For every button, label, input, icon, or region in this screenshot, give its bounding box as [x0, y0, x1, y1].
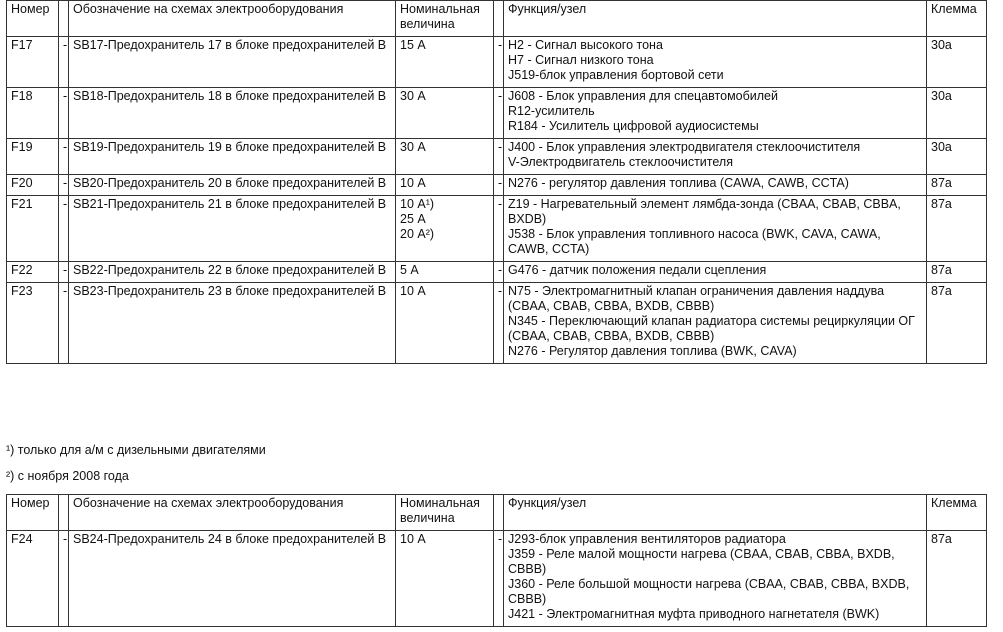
dash-cell: -	[59, 139, 69, 175]
function-line: J293-блок управления вентиляторов радиатора	[508, 532, 786, 546]
function-line: N276 - регулятор давления топлива (CAWA, CAWB, CCTA)	[508, 176, 849, 190]
terminal: 30a	[927, 139, 987, 175]
nominal-value-cell	[396, 262, 494, 283]
fuse-number: F24	[7, 531, 59, 627]
header-nominal: Номинальная величина	[396, 1, 494, 37]
terminal: 87a	[927, 196, 987, 262]
nominal-value-cell	[396, 196, 494, 262]
table-row	[7, 262, 987, 283]
dash-cell: -	[494, 283, 504, 364]
dash-cell: -	[59, 196, 69, 262]
nominal-value: 30 А	[400, 89, 426, 103]
nominal-value: 5 А	[400, 263, 419, 277]
header-function: Функция/узел	[504, 1, 927, 37]
function-line: R184 - Усилитель цифровой аудиосистемы	[508, 119, 759, 133]
dash-cell: -	[494, 531, 504, 627]
table-header-row	[7, 495, 987, 531]
dash-cell: -	[59, 88, 69, 139]
header-designation: Обозначение на схемах электрооборудования	[69, 495, 396, 531]
nominal-value-cell	[396, 88, 494, 139]
terminal: 87a	[927, 262, 987, 283]
nominal-value: 10 А	[400, 532, 426, 546]
nominal-value: 10 А¹)	[400, 197, 435, 211]
terminal: 87a	[927, 283, 987, 364]
dash-cell: -	[494, 175, 504, 196]
header-function: Функция/узел	[504, 495, 927, 531]
function-cell	[504, 196, 927, 262]
nominal-value-cell	[396, 139, 494, 175]
table-header-row	[7, 1, 987, 37]
nominal-value: 10 А	[400, 176, 426, 190]
header-nominal: Номинальная величина	[396, 495, 494, 531]
nominal-value: 10 А	[400, 284, 426, 298]
nominal-value-cell	[396, 175, 494, 196]
nominal-value-cell	[396, 37, 494, 88]
function-line: J360 - Реле большой мощности нагрева (CBAA, CBAB, CBBA, BXDB, CBBB)	[508, 577, 910, 606]
fuse-designation: SB21-Предохранитель 21 в блоке предохранителей В	[69, 196, 396, 262]
nominal-value: 15 А	[400, 38, 426, 52]
header-spacer	[59, 1, 69, 37]
function-cell	[504, 139, 927, 175]
table-row	[7, 37, 987, 88]
dash-cell: -	[494, 88, 504, 139]
fuse-designation: SB19-Предохранитель 19 в блоке предохранителей В	[69, 139, 396, 175]
fuse-number: F21	[7, 196, 59, 262]
dash-cell: -	[494, 37, 504, 88]
function-line: G476 - датчик положения педали сцепления	[508, 263, 767, 277]
header-number: Номер	[7, 495, 59, 531]
function-line: J359 - Реле малой мощности нагрева (CBAA, CBAB, CBBA, BXDB, CBBB)	[508, 547, 895, 576]
fuse-table-1-body	[7, 37, 987, 364]
function-line: J400 - Блок управления электродвигателя стеклоочистителя	[508, 140, 861, 154]
nominal-value-cell	[396, 531, 494, 627]
dash-cell: -	[59, 283, 69, 364]
fuse-number: F23	[7, 283, 59, 364]
header-terminal: Клемма	[927, 495, 987, 531]
dash-cell: -	[59, 37, 69, 88]
fuse-number: F18	[7, 88, 59, 139]
dash-cell: -	[59, 175, 69, 196]
function-line: J421 - Электромагнитная муфта приводного нагнетателя (BWK)	[508, 607, 880, 621]
fuse-number: F19	[7, 139, 59, 175]
nominal-value-cell	[396, 283, 494, 364]
fuse-designation: SB22-Предохранитель 22 в блоке предохранителей В	[69, 262, 396, 283]
dash-cell: -	[494, 262, 504, 283]
fuse-table-2	[6, 494, 987, 627]
table-row	[7, 175, 987, 196]
table-row	[7, 283, 987, 364]
function-line: N345 - Переключающий клапан радиатора системы рециркуляции ОГ (CBAA, CBAB, CBBA, BXDB, CBBB)	[508, 314, 915, 343]
header-designation: Обозначение на схемах электрооборудования	[69, 1, 396, 37]
fuse-table-1	[6, 0, 987, 364]
fuse-table-2-body	[7, 531, 987, 627]
dash-cell: -	[494, 196, 504, 262]
function-line: H2 - Сигнал высокого тона	[508, 38, 663, 52]
function-line: J608 - Блок управления для спецавтомобилей	[508, 89, 778, 103]
function-line: R12-усилитель	[508, 104, 595, 118]
function-cell	[504, 37, 927, 88]
terminal: 87a	[927, 175, 987, 196]
function-line: J519-блок управления бортовой сети	[508, 68, 724, 82]
function-line: H7 - Сигнал низкого тона	[508, 53, 654, 67]
footnote-1: ¹) только для а/м с дизельными двигателями	[6, 443, 266, 457]
terminal: 30a	[927, 37, 987, 88]
fuse-number: F17	[7, 37, 59, 88]
table-row	[7, 88, 987, 139]
header-number: Номер	[7, 1, 59, 37]
fuse-designation: SB23-Предохранитель 23 в блоке предохранителей В	[69, 283, 396, 364]
dash-cell: -	[59, 262, 69, 283]
table-row	[7, 196, 987, 262]
function-line: V-Электродвигатель стеклоочистителя	[508, 155, 733, 169]
header-spacer	[59, 495, 69, 531]
function-cell	[504, 283, 927, 364]
function-cell	[504, 88, 927, 139]
nominal-value: 20 А²)	[400, 227, 435, 241]
function-line: J538 - Блок управления топливного насоса (BWK, CAVA, CAWA, CAWB, CCTA)	[508, 227, 881, 256]
fuse-designation: SB20-Предохранитель 20 в блоке предохранителей В	[69, 175, 396, 196]
fuse-number: F20	[7, 175, 59, 196]
table-row	[7, 139, 987, 175]
function-cell	[504, 175, 927, 196]
function-line: Z19 - Нагревательный элемент лямбда-зонда (CBAA, CBAB, CBBA, BXDB)	[508, 197, 901, 226]
function-line: N276 - Регулятор давления топлива (BWK, CAVA)	[508, 344, 797, 358]
nominal-value: 25 А	[400, 212, 426, 226]
dash-cell: -	[494, 139, 504, 175]
dash-cell: -	[59, 531, 69, 627]
terminal: 87a	[927, 531, 987, 627]
header-terminal: Клемма	[927, 1, 987, 37]
function-line: N75 - Электромагнитный клапан ограничения давления наддува (CBAA, CBAB, CBBA, BXDB, CBBB)	[508, 284, 885, 313]
footnote-2: ²) с ноября 2008 года	[6, 469, 129, 483]
function-cell	[504, 262, 927, 283]
table-row	[7, 531, 987, 627]
function-cell	[504, 531, 927, 627]
terminal: 30a	[927, 88, 987, 139]
header-spacer	[494, 1, 504, 37]
nominal-value: 30 А	[400, 140, 426, 154]
fuse-designation: SB18-Предохранитель 18 в блоке предохранителей В	[69, 88, 396, 139]
fuse-designation: SB17-Предохранитель 17 в блоке предохранителей В	[69, 37, 396, 88]
fuse-designation: SB24-Предохранитель 24 в блоке предохранителей В	[69, 531, 396, 627]
header-spacer	[494, 495, 504, 531]
fuse-number: F22	[7, 262, 59, 283]
